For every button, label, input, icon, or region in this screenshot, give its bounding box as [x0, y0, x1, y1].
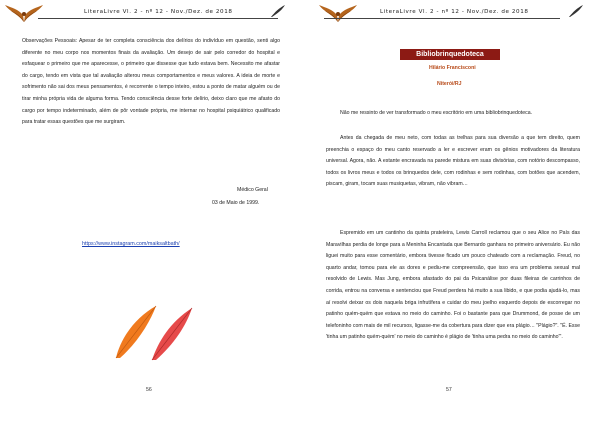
date: 03 de Maio de 1999.: [212, 200, 260, 206]
paragraph-third: Espremido em um cantinho da quinta prateleira, Lewis Carroll reclamou que o seu Alice no País das Maravilhas perdia de longe para a Meninha Encantada que Bernardo ganhara no primeiro aniversário. Eu não liguei muito para esse comentário, embora tivesse ficado um pouco chateado com a reclamação. Freud, no quarto andar, tomou para ele as dores e pediu-me compreensão, que isso era um problema sexual mal resolvido de Lewis. Mas Jung, embora afastado do pai da Psicanálise por duas fileiras de carrinhos de corrida, entrou na conversa e sentenciou que Freud perdera há muito a sua libido, e que podia ajudá-lo, mas aí resolvi deixar os dois naquela briga infrutífera e cuidar do meu joelho esquerdo depois de escorregar no patinho quém-quém que estava no meio do caminho. Foi o bastante para que Drummond, de posse de um telefoninho com mais de mil recursos, ligasse-me da cobertura para dizer que era plágio… "Plágio?". "É. Esse 'tinha um patinho quém-quém' no meio do caminho é plágio de 'tinha uma pedra no meio do caminho'".: [326, 230, 580, 341]
left-page-header: [0, 0, 300, 26]
instagram-link[interactable]: https://www.instagram.com/maiksaltbath/: [82, 241, 180, 247]
paragraph-intro: Não me ressinto de ver transformado o meu escritório em uma bibliobrinquedoteca.: [340, 110, 533, 116]
author-location: Niterói/RJ: [437, 81, 462, 87]
quill-pen-icon: [270, 4, 286, 18]
winged-emblem-icon: [4, 2, 44, 24]
author-name: Hilário Francisconi: [429, 65, 476, 71]
page-number-left: 56: [146, 387, 152, 393]
right-page: [300, 0, 600, 424]
observations-paragraph: Observações Pessoais: Apesar de ter completa consciência dos delírios do indivíduo em questão, senti algo diferente no meu corpo nos momentos finais da avaliação. Um desejo de sair pelo corredor do hospital e esfaquear o primeiro que me aparecesse, o primeiro que dissesse que tudo estava bem. Necessito me afastar do cargo, tendo em vista que tal avaliação alterou meus comportamentos e meus valores. A ideia de morte e sofrimento não sai dos meus pensamentos, é recorrente o tempo inteiro, estou a ponto de matar alguém ou de tirar minha própria vida de alguma forma. Tendo consciência desse forte delírio, deixo claro que me afasto do cargo por tempo indeterminado, além de pôr vontade própria, me internar no hospital psiquiátrico qualificado para tratar essas questões que me surgiram.: [22, 38, 280, 126]
header-rule: [324, 18, 560, 19]
right-page-header: [300, 0, 600, 26]
quill-pen-icon: [568, 4, 584, 18]
header-title: LiteraLivre Vl. 2 - nº 12 - Nov./Dez. de 2018: [380, 9, 529, 15]
section-title: Bibliobrinquedoteca: [400, 49, 500, 60]
page-number-right: 57: [446, 387, 452, 393]
paragraph-second: Antes da chegada de meu neto, com todas as trelhas para sua diversão a que tem direito, quem preenchia o espaço do meu canto reservado a ler e escrever eram os gênios motivadores da literatura universal. Agora, não. A estante encravada na parede mistura em suas divisórias, com notório descompasso, todos os livros meus e todos os brinquedos dele, com rodinhas e sem rodinhas, com botões que acendem, piscam, giram, tocam suas musiquetas, vibram, não vibram…: [326, 135, 580, 188]
feathers-illustration: [112, 300, 194, 364]
header-title: LiteraLivre Vl. 2 - nº 12 - Nov./Dez. de 2018: [84, 9, 233, 15]
header-rule: [38, 18, 278, 19]
winged-emblem-icon: [318, 2, 358, 24]
signature: Médico Geral: [237, 187, 268, 193]
